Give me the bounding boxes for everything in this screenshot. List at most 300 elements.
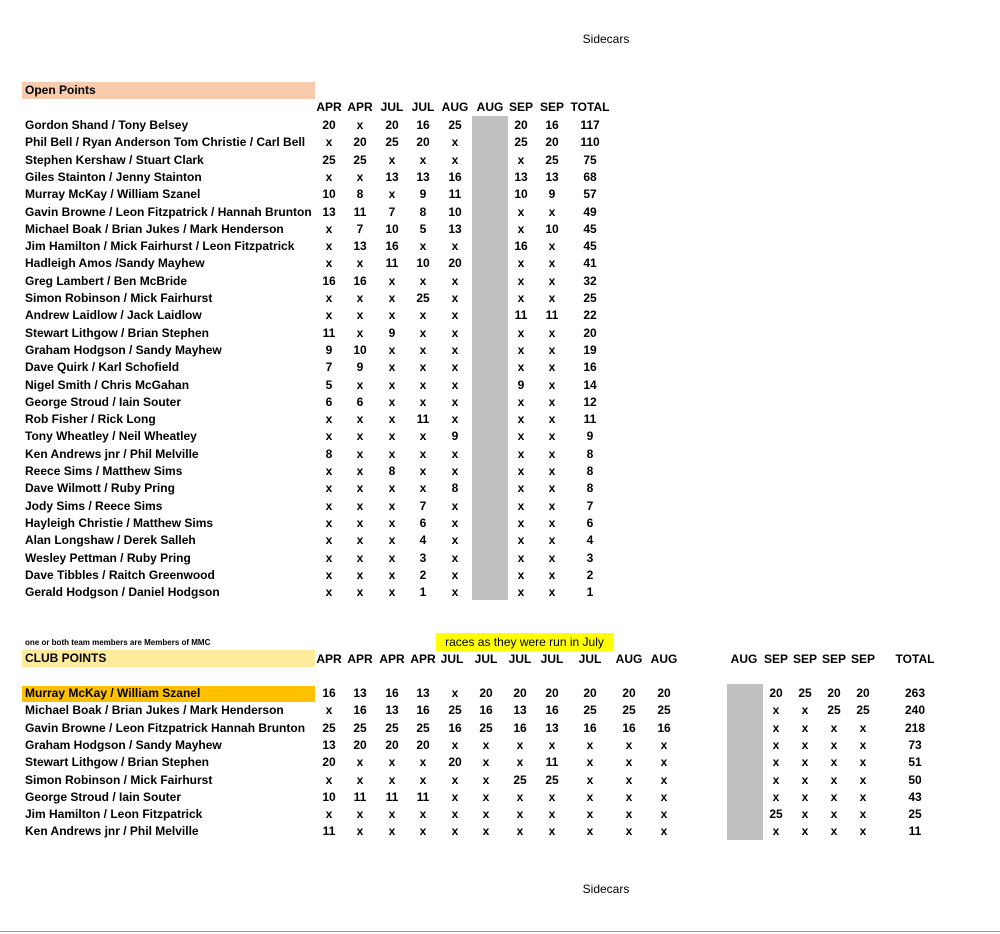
- open-points-cell: 2: [586, 567, 594, 582]
- open-points-cell: x: [517, 464, 525, 478]
- club-points-cell: x: [451, 789, 459, 804]
- open-points-cell: x: [388, 273, 396, 288]
- open-points-cell: x: [325, 567, 333, 582]
- open-points-cell: x: [388, 585, 396, 600]
- club-points-cell: 13: [513, 703, 527, 718]
- open-points-cell: 11: [514, 308, 528, 323]
- open-points-cell: x: [388, 412, 396, 427]
- open-points-cell: 20: [514, 118, 528, 132]
- open-points-cell: x: [517, 360, 525, 375]
- open-points-cell: 13: [385, 169, 399, 184]
- club-points-cell: x: [801, 789, 809, 804]
- open-points-cell: 25: [385, 135, 399, 150]
- open-points-cell: x: [419, 481, 427, 496]
- club-points-row-name: George Stroud / Iain Souter: [25, 789, 182, 804]
- open-points-cell: 1: [419, 585, 427, 600]
- open-points-cell: x: [548, 204, 556, 219]
- club-points-cell: x: [482, 772, 490, 787]
- open-points-cell: 8: [419, 204, 427, 219]
- open-points-cell: x: [451, 239, 459, 254]
- open-points-cell: 1: [586, 585, 594, 600]
- club-points-cell: x: [419, 755, 427, 770]
- open-points-cell: x: [388, 515, 396, 530]
- open-points-cell: 25: [514, 135, 528, 150]
- club-points-cell: 50: [908, 772, 922, 787]
- open-points-row-name: Michael Boak / Brian Jukes / Mark Henderson: [25, 221, 284, 236]
- open-points-cell: x: [356, 256, 364, 271]
- open-points-cell: x: [356, 481, 364, 496]
- club-points-row-name: Jim Hamilton / Leon Fitzpatrick: [25, 807, 203, 822]
- open-points-cell: x: [451, 567, 459, 582]
- club-points-cell: 16: [657, 720, 671, 735]
- club-points-header-0: APR: [316, 652, 342, 666]
- club-points-cell: 20: [353, 737, 367, 752]
- club-points-cell: x: [625, 772, 633, 787]
- open-points-cell: 9: [419, 187, 427, 202]
- open-points-cell: 20: [416, 135, 430, 150]
- open-points-cell: x: [419, 273, 427, 288]
- club-points-cell: x: [830, 720, 838, 735]
- open-points-row-name: Simon Robinson / Mick Fairhurst: [25, 291, 213, 305]
- open-points-cell: 10: [385, 221, 399, 236]
- club-points-cell: x: [325, 772, 333, 787]
- open-points-cell: 16: [416, 118, 430, 132]
- open-points-row-name: Alan Longshaw / Derek Salleh: [25, 533, 196, 548]
- open-points-cell: 13: [514, 169, 528, 184]
- club-points-header-14: SEP: [821, 652, 847, 666]
- open-points-cell: x: [388, 360, 396, 375]
- club-points-cell: 16: [322, 686, 336, 700]
- club-points-cell: 20: [513, 686, 527, 700]
- open-points-section-label: [22, 82, 315, 99]
- club-points-cell: x: [548, 807, 556, 822]
- races-note: races as they were run in July: [436, 633, 613, 651]
- club-points-cell: 20: [448, 755, 462, 770]
- club-points-header-4: JUL: [440, 652, 464, 666]
- open-points-cell: x: [548, 446, 556, 461]
- open-points-cell: x: [517, 429, 525, 444]
- open-points-header-6: SEP: [508, 100, 534, 114]
- club-points-cell: x: [482, 807, 490, 822]
- page-title-bottom: Sidecars: [582, 882, 630, 896]
- open-points-cell: x: [517, 273, 525, 288]
- club-points-cell: 13: [545, 720, 559, 735]
- club-points-cell: x: [325, 807, 333, 822]
- open-points-cell: x: [517, 204, 525, 219]
- club-points-cell: 25: [908, 807, 922, 822]
- open-points-header-8: TOTAL: [570, 100, 610, 114]
- open-points-cell: x: [388, 481, 396, 496]
- open-points-cell: x: [548, 239, 556, 254]
- club-points-header-6: JUL: [508, 652, 532, 666]
- club-points-cell: x: [356, 824, 364, 839]
- open-points-cell: 13: [448, 221, 462, 236]
- open-points-cell: x: [548, 360, 556, 375]
- club-points-header-5: JUL: [474, 652, 498, 666]
- open-points-header-7: SEP: [539, 100, 565, 114]
- club-points-cell: x: [660, 824, 668, 839]
- open-points-cell: x: [451, 273, 459, 288]
- club-points-cell: 25: [322, 720, 336, 735]
- open-points-cell: 10: [514, 187, 528, 202]
- open-points-cell: x: [451, 464, 459, 478]
- open-points-cell: 8: [356, 187, 364, 202]
- club-points-cell: x: [660, 807, 668, 822]
- open-points-cell: 20: [353, 135, 367, 150]
- open-points-cell: 16: [514, 239, 528, 254]
- open-points-row-name: Phil Bell / Ryan Anderson Tom Christie / Carl Bell: [25, 135, 306, 150]
- open-points-cell: 8: [586, 481, 594, 496]
- open-points-cell: x: [548, 481, 556, 496]
- open-points-cell: x: [325, 515, 333, 530]
- club-points-header-11: AUG: [730, 652, 758, 666]
- open-points-cell: x: [548, 273, 556, 288]
- club-points-cell: x: [388, 807, 396, 822]
- club-points-cell: x: [451, 686, 459, 700]
- open-points-cell: x: [419, 429, 427, 444]
- open-points-cell: 7: [586, 498, 594, 513]
- club-points-cell: x: [625, 737, 633, 752]
- open-points-cell: x: [517, 221, 525, 236]
- open-points-cell: x: [419, 239, 427, 254]
- club-points-cell: 25: [385, 720, 399, 735]
- club-points-label-text: CLUB POINTS: [25, 651, 107, 665]
- club-points-cell: x: [859, 720, 867, 735]
- club-points-cell: x: [388, 824, 396, 839]
- open-points-cell: x: [388, 377, 396, 392]
- open-points-cell: x: [388, 498, 396, 513]
- open-points-cell: x: [548, 429, 556, 444]
- club-points-cell: x: [482, 755, 490, 770]
- mmc-note: one or both team members are Members of MMC: [25, 638, 211, 647]
- open-points-cell: x: [548, 394, 556, 409]
- club-points-cell: x: [356, 807, 364, 822]
- club-points-cell: 16: [416, 703, 430, 718]
- open-points-cell: 41: [583, 256, 597, 271]
- club-points-cell: x: [516, 755, 524, 770]
- open-points-row-name: George Stroud / Iain Souter: [25, 394, 182, 409]
- open-points-cell: 75: [583, 152, 597, 167]
- open-points-cell: x: [325, 221, 333, 236]
- open-points-cell: x: [356, 585, 364, 600]
- open-points-cell: x: [419, 325, 427, 340]
- club-points-cell: x: [830, 772, 838, 787]
- club-points-cell: 11: [385, 789, 399, 804]
- open-points-cell: x: [325, 550, 333, 565]
- open-points-cell: 16: [353, 273, 367, 288]
- open-points-cell: 10: [448, 204, 462, 219]
- club-points-cell: 25: [545, 772, 559, 787]
- open-points-cell: 11: [545, 308, 559, 323]
- club-points-row-name: Murray McKay / William Szanel: [25, 686, 201, 700]
- open-points-row-name: Nigel Smith / Chris McGahan: [25, 377, 190, 392]
- open-points-cell: x: [451, 533, 459, 548]
- club-points-cell: 20: [856, 686, 870, 700]
- open-points-cell: 10: [353, 342, 367, 357]
- club-points-cell: x: [516, 789, 524, 804]
- open-points-cell: x: [325, 412, 333, 427]
- open-points-cell: x: [517, 412, 525, 427]
- open-points-cell: 20: [322, 118, 336, 132]
- open-points-cell: 9: [388, 325, 396, 340]
- open-points-cell: 4: [586, 533, 594, 548]
- club-points-cell: x: [772, 737, 780, 752]
- open-points-cell: x: [451, 446, 459, 461]
- open-points-cell: x: [325, 429, 333, 444]
- open-points-cell: x: [419, 152, 427, 167]
- club-points-cell: x: [356, 755, 364, 770]
- open-points-cell: x: [419, 446, 427, 461]
- open-points-label-text: Open Points: [25, 83, 96, 97]
- open-points-cell: x: [517, 325, 525, 340]
- club-points-cell: 25: [513, 772, 527, 787]
- open-points-cell: 10: [322, 187, 336, 202]
- club-points-cell: x: [772, 703, 780, 718]
- club-points-cell: 13: [416, 686, 430, 700]
- club-points-cell: x: [772, 755, 780, 770]
- club-points-cell: 25: [657, 703, 671, 718]
- club-points-row-name: Gavin Browne / Leon Fitzpatrick Hannah Brunton: [25, 720, 306, 735]
- club-points-cell: x: [586, 772, 594, 787]
- club-points-header-1: APR: [347, 652, 373, 666]
- open-points-cell: x: [548, 377, 556, 392]
- open-points-cell: x: [517, 498, 525, 513]
- open-points-cell: 3: [586, 550, 594, 565]
- club-points-cell: 20: [657, 686, 671, 700]
- page-title-top: Sidecars: [582, 32, 630, 46]
- club-points-cell: 16: [448, 720, 462, 735]
- open-points-cell: x: [517, 152, 525, 167]
- club-points-cell: 11: [908, 824, 922, 839]
- open-points-cell: x: [548, 550, 556, 565]
- open-points-cell: x: [356, 498, 364, 513]
- open-points-cell: x: [451, 394, 459, 409]
- open-points-cell: 20: [385, 118, 399, 132]
- open-points-cell: 5: [419, 221, 427, 236]
- open-points-cell: x: [451, 515, 459, 530]
- club-points-cell: x: [830, 755, 838, 770]
- club-points-cell: 16: [583, 720, 597, 735]
- club-points-aug-shaded-column: [727, 684, 763, 840]
- open-points-cell: 11: [416, 412, 430, 427]
- open-points-cell: 57: [583, 187, 597, 202]
- open-points-header-1: APR: [347, 100, 373, 114]
- open-points-cell: x: [325, 481, 333, 496]
- open-points-cell: x: [517, 256, 525, 271]
- club-points-header-7: JUL: [540, 652, 564, 666]
- open-points-row-name: Dave Wilmott / Ruby Pring: [25, 481, 175, 496]
- open-points-row-name: Reece Sims / Matthew Sims: [25, 464, 183, 478]
- club-points-cell: x: [801, 720, 809, 735]
- open-points-cell: x: [388, 152, 396, 167]
- open-points-cell: x: [548, 342, 556, 357]
- open-points-cell: x: [325, 585, 333, 600]
- club-points-cell: x: [625, 789, 633, 804]
- club-points-cell: x: [451, 824, 459, 839]
- club-points-cell: 25: [583, 703, 597, 718]
- open-points-cell: 8: [388, 464, 396, 478]
- open-points-cell: x: [356, 533, 364, 548]
- open-points-cell: 4: [419, 533, 427, 548]
- club-points-cell: x: [772, 824, 780, 839]
- club-points-cell: x: [801, 807, 809, 822]
- club-points-cell: x: [419, 772, 427, 787]
- open-points-cell: 16: [322, 273, 336, 288]
- open-points-cell: 12: [583, 394, 597, 409]
- open-points-cell: x: [419, 464, 427, 478]
- open-points-cell: 10: [545, 221, 559, 236]
- open-points-row-name: Andrew Laidlow / Jack Laidlow: [25, 308, 202, 323]
- open-points-cell: x: [388, 550, 396, 565]
- open-points-cell: 20: [583, 325, 597, 340]
- club-points-cell: x: [859, 737, 867, 752]
- open-points-cell: 25: [353, 152, 367, 167]
- open-points-cell: x: [388, 187, 396, 202]
- club-points-cell: x: [388, 755, 396, 770]
- club-points-cell: 43: [908, 789, 922, 804]
- club-points-cell: 10: [322, 789, 336, 804]
- open-points-cell: x: [517, 342, 525, 357]
- club-points-cell: x: [482, 824, 490, 839]
- open-points-cell: 6: [356, 394, 364, 409]
- open-points-cell: x: [548, 515, 556, 530]
- open-points-cell: 25: [448, 118, 462, 132]
- club-points-header-16: TOTAL: [895, 652, 935, 666]
- open-points-cell: 22: [583, 308, 597, 323]
- open-points-cell: 45: [583, 221, 597, 236]
- open-points-row-name: Rob Fisher / Rick Long: [25, 412, 156, 427]
- open-points-cell: x: [356, 169, 364, 184]
- open-points-cell: 2: [419, 567, 427, 582]
- club-points-cell: 25: [622, 703, 636, 718]
- club-points-cell: 25: [353, 720, 367, 735]
- open-points-row-name: Stephen Kershaw / Stuart Clark: [25, 152, 204, 167]
- open-points-cell: 7: [388, 204, 396, 219]
- open-points-cell: 25: [583, 291, 597, 305]
- open-points-cell: x: [388, 291, 396, 305]
- club-points-cell: 16: [479, 703, 493, 718]
- club-points-header-10: AUG: [650, 652, 678, 666]
- club-points-cell: 20: [583, 686, 597, 700]
- open-points-cell: x: [388, 308, 396, 323]
- open-points-cell: 11: [448, 187, 462, 202]
- open-points-cell: x: [388, 342, 396, 357]
- open-points-cell: x: [517, 394, 525, 409]
- club-points-cell: 20: [416, 737, 430, 752]
- open-points-cell: 8: [451, 481, 459, 496]
- open-points-row-name: Dave Tibbles / Raitch Greenwood: [25, 567, 215, 582]
- open-points-row-name: Greg Lambert / Ben McBride: [25, 273, 188, 288]
- open-points-cell: x: [451, 308, 459, 323]
- open-points-cell: x: [356, 464, 364, 478]
- club-points-header-13: SEP: [792, 652, 818, 666]
- open-points-cell: x: [451, 360, 459, 375]
- open-points-cell: 25: [416, 291, 430, 305]
- club-points-cell: 20: [827, 686, 841, 700]
- club-points-row-name: Stewart Lithgow / Brian Stephen: [25, 755, 210, 770]
- club-points-cell: x: [859, 807, 867, 822]
- open-points-cell: x: [325, 256, 333, 271]
- club-points-cell: x: [801, 772, 809, 787]
- club-points-cell: x: [451, 737, 459, 752]
- club-points-cell: 25: [479, 720, 493, 735]
- open-points-header-3: JUL: [411, 100, 435, 114]
- club-points-cell: x: [516, 737, 524, 752]
- open-points-row-name: Graham Hodgson / Sandy Mayhew: [25, 342, 222, 357]
- club-points-cell: x: [625, 755, 633, 770]
- open-points-cell: 3: [419, 550, 427, 565]
- open-points-cell: 8: [586, 446, 594, 461]
- club-points-cell: 51: [908, 755, 922, 770]
- club-points-cell: x: [859, 824, 867, 839]
- open-points-cell: x: [419, 342, 427, 357]
- club-points-cell: x: [859, 789, 867, 804]
- club-points-cell: x: [586, 789, 594, 804]
- open-points-cell: x: [517, 481, 525, 496]
- open-points-cell: 6: [586, 515, 594, 530]
- open-points-cell: x: [548, 498, 556, 513]
- open-points-cell: x: [548, 256, 556, 271]
- club-points-cell: x: [830, 789, 838, 804]
- club-points-cell: 16: [513, 720, 527, 735]
- open-points-row-name: Stewart Lithgow / Brian Stephen: [25, 325, 210, 340]
- club-points-cell: 11: [416, 789, 430, 804]
- club-points-cell: 13: [322, 737, 336, 752]
- open-points-cell: x: [451, 342, 459, 357]
- open-points-cell: x: [356, 446, 364, 461]
- club-points-header-2: APR: [379, 652, 405, 666]
- club-points-cell: x: [586, 807, 594, 822]
- club-points-cell: 11: [353, 789, 367, 804]
- club-points-cell: 20: [479, 686, 493, 700]
- open-points-cell: x: [419, 360, 427, 375]
- open-points-cell: 16: [448, 169, 462, 184]
- open-points-cell: x: [419, 394, 427, 409]
- club-points-cell: 13: [385, 703, 399, 718]
- club-points-cell: 25: [416, 720, 430, 735]
- club-points-cell: x: [660, 755, 668, 770]
- open-points-cell: x: [451, 325, 459, 340]
- club-points-cell: x: [516, 807, 524, 822]
- open-points-cell: 19: [583, 342, 597, 357]
- open-points-cell: x: [356, 550, 364, 565]
- open-points-cell: x: [548, 567, 556, 582]
- open-points-cell: 7: [419, 498, 427, 513]
- open-points-cell: x: [325, 464, 333, 478]
- open-points-cell: x: [388, 533, 396, 548]
- club-points-header-12: SEP: [763, 652, 789, 666]
- open-points-cell: 16: [545, 118, 559, 132]
- open-points-cell: x: [451, 135, 459, 150]
- club-points-cell: 16: [353, 703, 367, 718]
- open-points-cell: x: [325, 135, 333, 150]
- open-points-row-name: Wesley Pettman / Ruby Pring: [25, 550, 191, 565]
- club-points-cell: x: [548, 789, 556, 804]
- club-points-cell: x: [548, 824, 556, 839]
- open-points-header-0: APR: [316, 100, 342, 114]
- open-points-row-name: Hadleigh Amos /Sandy Mayhew: [25, 256, 205, 271]
- open-points-cell: 9: [517, 377, 525, 392]
- open-points-row-name: Dave Quirk / Karl Schofield: [25, 360, 180, 375]
- open-points-cell: x: [388, 429, 396, 444]
- open-points-cell: 13: [416, 169, 430, 184]
- open-points-row-name: Hayleigh Christie / Matthew Sims: [25, 515, 214, 530]
- club-points-cell: x: [625, 807, 633, 822]
- club-points-cell: 13: [353, 686, 367, 700]
- club-points-cell: x: [830, 807, 838, 822]
- open-points-cell: 117: [580, 118, 600, 132]
- club-points-cell: 240: [904, 703, 926, 718]
